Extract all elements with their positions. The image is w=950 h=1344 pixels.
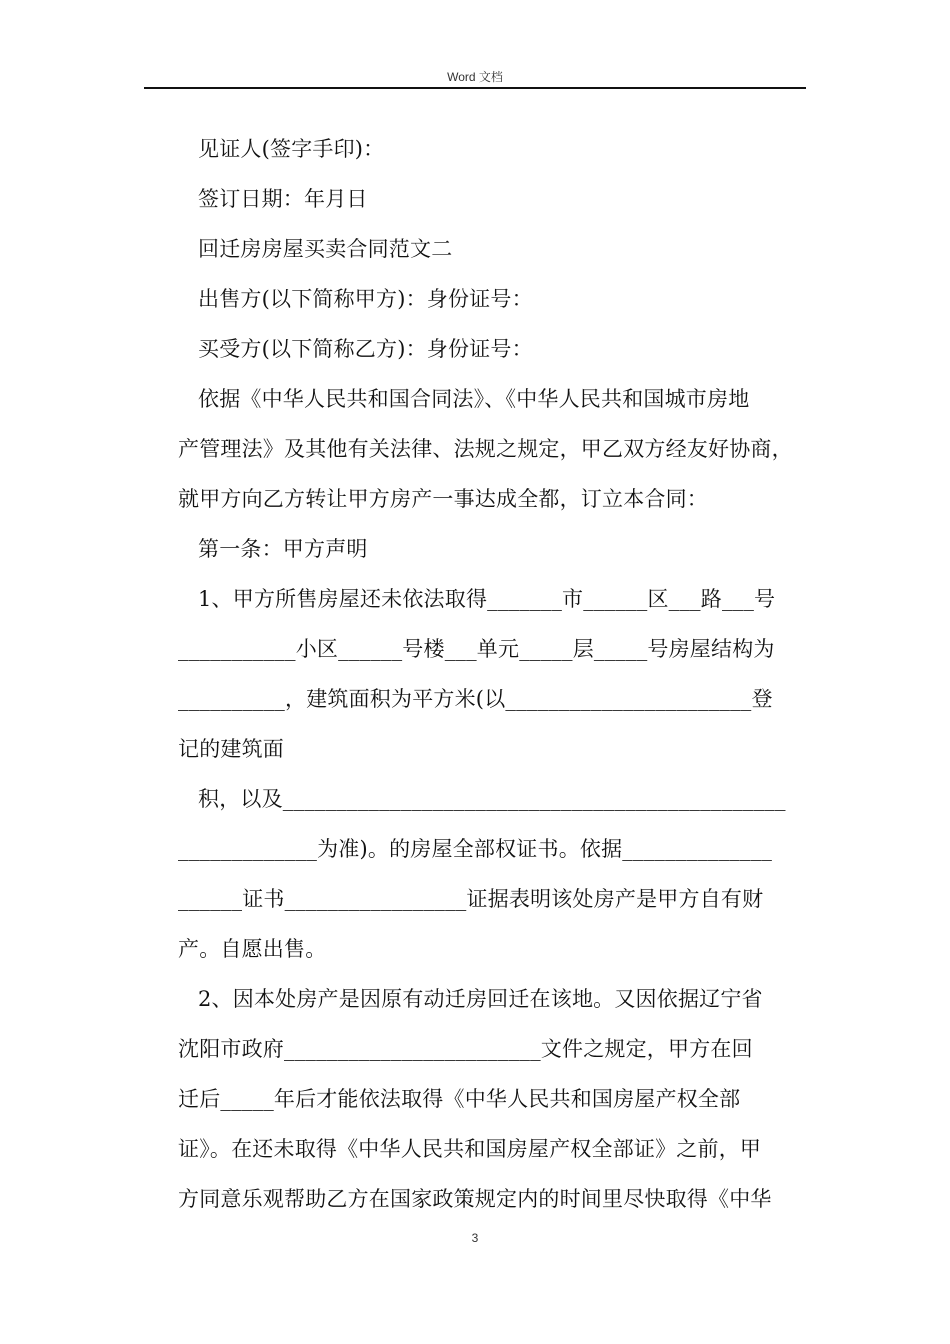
body-line: 就甲方向乙方转让甲方房产一事达成全都，订立本合同： xyxy=(178,487,708,511)
body-line: 方同意乐观帮助乙方在国家政策规定内的时间里尽快取得《中华 xyxy=(178,1187,772,1211)
body-line: 产。自愿出售。 xyxy=(178,937,327,961)
body-line: 2、因本处房产是因原有动迁房回迁在该地。又因依据辽宁省 xyxy=(198,987,763,1011)
body-line: 证》。在还未取得《中华人民共和国房屋产权全部证》之前，甲 xyxy=(178,1137,762,1161)
body-line: 记的建筑面 xyxy=(178,737,284,761)
body-line: 积，以及_______________________________________________ xyxy=(198,787,786,811)
header-rule xyxy=(144,87,806,89)
body-line: _____________为准)。的房屋全部权证书。依据______________ xyxy=(178,837,773,861)
body-line: 见证人(签字手印)： xyxy=(198,137,385,161)
body-line: 买受方(以下简称乙方)：身份证号： xyxy=(198,337,533,361)
page-number: 3 xyxy=(471,1231,479,1245)
body-line: 1、甲方所售房屋还未依法取得_______市______区___路___号 xyxy=(198,587,776,611)
body-line: 出售方(以下简称甲方)：身份证号： xyxy=(198,287,533,311)
body-line: 产管理法》及其他有关法律、法规之规定，甲乙双方经友好协商， xyxy=(178,437,793,461)
body-line: 迁后_____年后才能依法取得《中华人民共和国房屋产权全部 xyxy=(178,1087,741,1111)
body-line: 沈阳市政府________________________文件之规定，甲方在回 xyxy=(178,1037,753,1061)
body-line: __________，建筑面积为平方米(以_______________________登 xyxy=(178,687,773,711)
page-header: Word 文档 xyxy=(447,70,503,84)
body-line: 第一条：甲方声明 xyxy=(198,537,368,561)
body-line: ___________小区______号楼___单元_____层_____号房屋结构为 xyxy=(178,637,775,661)
body-line: ______证书_________________证据表明该处房产是甲方自有财 xyxy=(178,887,764,911)
body-line: 依据《中华人民共和国合同法》、《中华人民共和国城市房地 xyxy=(198,387,750,411)
body-line: 签订日期：年月日 xyxy=(198,187,368,211)
body-line: 回迁房房屋买卖合同范文二 xyxy=(198,237,453,261)
